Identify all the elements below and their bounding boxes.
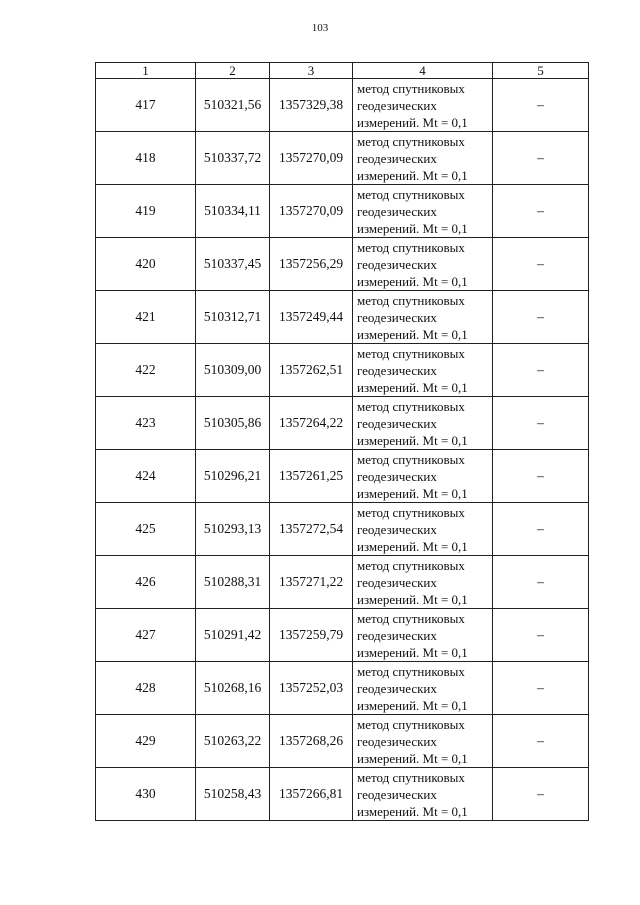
x-coordinate-cell: 510337,45 (196, 238, 270, 291)
y-coordinate-cell: 1357329,38 (270, 79, 353, 132)
method-cell: метод спутниковых геодезических измерений. Mt = 0,1 (353, 291, 493, 344)
y-coordinate-cell: 1357261,25 (270, 450, 353, 503)
table-row (96, 450, 589, 503)
x-coordinate-cell: 510334,11 (196, 185, 270, 238)
column-header-5: 5 (493, 63, 589, 79)
y-coordinate-cell: 1357272,54 (270, 503, 353, 556)
table-row (96, 609, 589, 662)
note-cell: – (493, 609, 589, 662)
table-row (96, 715, 589, 768)
table-row (96, 291, 589, 344)
point-number-cell: 419 (96, 185, 196, 238)
method-cell: метод спутниковых геодезических измерений. Mt = 0,1 (353, 185, 493, 238)
method-cell: метод спутниковых геодезических измерений. Mt = 0,1 (353, 662, 493, 715)
x-coordinate-cell: 510291,42 (196, 609, 270, 662)
point-number-cell: 429 (96, 715, 196, 768)
note-cell: – (493, 503, 589, 556)
point-number-cell: 424 (96, 450, 196, 503)
header-row (96, 63, 589, 79)
table-row (96, 397, 589, 450)
x-coordinate-cell: 510268,16 (196, 662, 270, 715)
point-number-cell: 418 (96, 132, 196, 185)
point-number-cell: 428 (96, 662, 196, 715)
y-coordinate-cell: 1357256,29 (270, 238, 353, 291)
note-cell: – (493, 662, 589, 715)
table-row (96, 185, 589, 238)
x-coordinate-cell: 510312,71 (196, 291, 270, 344)
y-coordinate-cell: 1357249,44 (270, 291, 353, 344)
point-number-cell: 425 (96, 503, 196, 556)
x-coordinate-cell: 510305,86 (196, 397, 270, 450)
method-cell: метод спутниковых геодезических измерений. Mt = 0,1 (353, 397, 493, 450)
note-cell: – (493, 556, 589, 609)
table-row (96, 238, 589, 291)
column-header-4: 4 (353, 63, 493, 79)
point-number-cell: 417 (96, 79, 196, 132)
table-row (96, 768, 589, 821)
page-number: 103 (311, 22, 329, 34)
method-cell: метод спутниковых геодезических измерений. Mt = 0,1 (353, 503, 493, 556)
x-coordinate-cell: 510337,72 (196, 132, 270, 185)
note-cell: – (493, 79, 589, 132)
point-number-cell: 426 (96, 556, 196, 609)
note-cell: – (493, 397, 589, 450)
y-coordinate-cell: 1357270,09 (270, 132, 353, 185)
point-number-cell: 427 (96, 609, 196, 662)
table-row (96, 662, 589, 715)
point-number-cell: 420 (96, 238, 196, 291)
table-row (96, 556, 589, 609)
x-coordinate-cell: 510293,13 (196, 503, 270, 556)
column-header-3: 3 (270, 63, 353, 79)
table-body (96, 79, 589, 821)
x-coordinate-cell: 510263,22 (196, 715, 270, 768)
table-row (96, 132, 589, 185)
method-cell: метод спутниковых геодезических измерений. Mt = 0,1 (353, 79, 493, 132)
y-coordinate-cell: 1357266,81 (270, 768, 353, 821)
table-row (96, 79, 589, 132)
y-coordinate-cell: 1357264,22 (270, 397, 353, 450)
method-cell: метод спутниковых геодезических измерений. Mt = 0,1 (353, 344, 493, 397)
note-cell: – (493, 450, 589, 503)
method-cell: метод спутниковых геодезических измерений. Mt = 0,1 (353, 238, 493, 291)
x-coordinate-cell: 510321,56 (196, 79, 270, 132)
y-coordinate-cell: 1357252,03 (270, 662, 353, 715)
x-coordinate-cell: 510309,00 (196, 344, 270, 397)
method-cell: метод спутниковых геодезических измерений. Mt = 0,1 (353, 132, 493, 185)
column-header-2: 2 (196, 63, 270, 79)
table-row (96, 503, 589, 556)
note-cell: – (493, 344, 589, 397)
method-cell: метод спутниковых геодезических измерений. Mt = 0,1 (353, 715, 493, 768)
y-coordinate-cell: 1357271,22 (270, 556, 353, 609)
method-cell: метод спутниковых геодезических измерений. Mt = 0,1 (353, 450, 493, 503)
table-row (96, 344, 589, 397)
note-cell: – (493, 715, 589, 768)
method-cell: метод спутниковых геодезических измерений. Mt = 0,1 (353, 556, 493, 609)
y-coordinate-cell: 1357262,51 (270, 344, 353, 397)
y-coordinate-cell: 1357268,26 (270, 715, 353, 768)
x-coordinate-cell: 510288,31 (196, 556, 270, 609)
column-header-1: 1 (96, 63, 196, 79)
note-cell: – (493, 291, 589, 344)
method-cell: метод спутниковых геодезических измерений. Mt = 0,1 (353, 609, 493, 662)
x-coordinate-cell: 510296,21 (196, 450, 270, 503)
point-number-cell: 423 (96, 397, 196, 450)
note-cell: – (493, 185, 589, 238)
coordinates-table (95, 62, 589, 821)
point-number-cell: 421 (96, 291, 196, 344)
y-coordinate-cell: 1357270,09 (270, 185, 353, 238)
note-cell: – (493, 132, 589, 185)
y-coordinate-cell: 1357259,79 (270, 609, 353, 662)
note-cell: – (493, 238, 589, 291)
point-number-cell: 422 (96, 344, 196, 397)
method-cell: метод спутниковых геодезических измерений. Mt = 0,1 (353, 768, 493, 821)
x-coordinate-cell: 510258,43 (196, 768, 270, 821)
note-cell: – (493, 768, 589, 821)
point-number-cell: 430 (96, 768, 196, 821)
